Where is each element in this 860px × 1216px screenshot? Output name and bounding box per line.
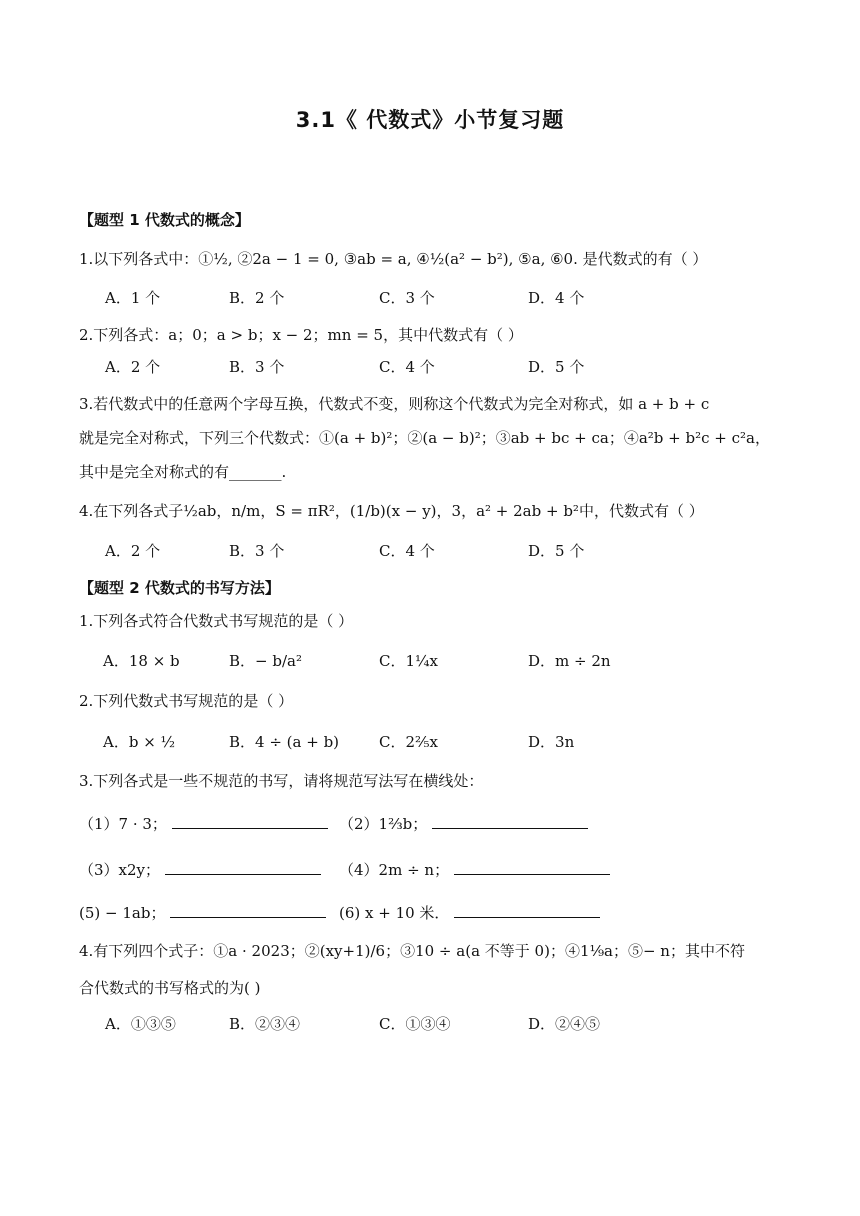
fill-item-6 bbox=[339, 902, 600, 924]
question-1-1: 1.以下列各式中：①½, ②2a − 1 = 0, ③ab = a, ④½(a² − b²), ⑤a, ⑥0. 是代数式的有（ ） bbox=[79, 250, 708, 268]
page-title: 3.1《 代数式》小节复习题 bbox=[295, 108, 565, 132]
question-2-2: 2.下列代数式书写规范的是（ ） bbox=[79, 692, 294, 710]
option-d: D．5 个 bbox=[528, 358, 585, 376]
answer-blank bbox=[454, 860, 610, 875]
option-b: B．3 个 bbox=[229, 358, 285, 376]
question-1-3-line2: 就是完全对称式，下列三个代数式：①(a + b)²；②(a − b)²；③ab + bc + ca；④a²b + b²c + c²a， bbox=[79, 429, 770, 447]
option-a: A．1 个 bbox=[105, 289, 161, 307]
option-a: A．2 个 bbox=[105, 358, 161, 376]
option-d: D．②④⑤ bbox=[528, 1015, 601, 1033]
answer-blank bbox=[165, 860, 321, 875]
fill-item-label: (6) x + 10 米． bbox=[339, 904, 450, 922]
option-d: D．3n bbox=[528, 733, 575, 751]
fill-item-4 bbox=[339, 859, 610, 881]
option-c: C．①③④ bbox=[379, 1015, 451, 1033]
section-heading-1: 【题型 1 代数式的概念】 bbox=[79, 211, 250, 229]
option-d: D．5 个 bbox=[528, 542, 585, 560]
option-a: A．①③⑤ bbox=[105, 1015, 176, 1033]
fill-item-label: （4）2m ÷ n； bbox=[339, 861, 450, 879]
answer-blank bbox=[170, 903, 326, 918]
option-b: B．2 个 bbox=[229, 289, 285, 307]
fill-item-1 bbox=[79, 813, 328, 835]
option-b: B．②③④ bbox=[229, 1015, 301, 1033]
answer-blank bbox=[454, 903, 600, 918]
option-d: D．4 个 bbox=[528, 289, 585, 307]
fill-item-2 bbox=[339, 813, 588, 835]
option-d: D．m ÷ 2n bbox=[528, 652, 611, 670]
fill-item-label: （1）7 · 3； bbox=[79, 815, 167, 833]
answer-blank bbox=[172, 814, 328, 829]
answer-blank bbox=[432, 814, 588, 829]
option-b: B．− b/a² bbox=[229, 652, 302, 670]
option-c: C．4 个 bbox=[379, 358, 435, 376]
fill-item-5 bbox=[79, 902, 326, 924]
option-b: B．3 个 bbox=[229, 542, 285, 560]
fill-item-3 bbox=[79, 859, 321, 881]
fill-item-label: (5) − 1ab； bbox=[79, 904, 166, 922]
question-2-4-line2: 合代数式的书写格式的为( ) bbox=[79, 979, 261, 997]
fill-item-label: （2）1⅔b； bbox=[339, 815, 428, 833]
fill-item-label: （3）x2y； bbox=[79, 861, 161, 879]
option-c: C．2⅖x bbox=[379, 733, 439, 751]
question-1-2: 2.下列各式：a；0；a > b；x − 2；mn = 5，其中代数式有（ ） bbox=[79, 326, 523, 344]
question-2-3: 3.下列各式是一些不规范的书写，请将规范写法写在横线处： bbox=[79, 772, 484, 790]
option-c: C．4 个 bbox=[379, 542, 435, 560]
option-a: A．2 个 bbox=[105, 542, 161, 560]
question-2-4-line1: 4.有下列四个式子：①a · 2023；②(xy+1)/6；③10 ÷ a(a 不等于 0)；④1⅑a；⑤− n；其中不符 bbox=[79, 942, 745, 960]
option-c: C．3 个 bbox=[379, 289, 435, 307]
option-a: A．18 × b bbox=[103, 652, 180, 670]
section-heading-2: 【题型 2 代数式的书写方法】 bbox=[79, 579, 280, 597]
option-b: B．4 ÷ (a + b) bbox=[229, 733, 340, 751]
question-1-3-line1: 3.若代数式中的任意两个字母互换，代数式不变，则称这个代数式为完全对称式，如 a + b + c bbox=[79, 395, 710, 413]
option-c: C．1¼x bbox=[379, 652, 439, 670]
option-a: A．b × ½ bbox=[103, 733, 176, 751]
question-2-1: 1.下列各式符合代数式书写规范的是（ ） bbox=[79, 612, 354, 630]
question-1-4: 4.在下列各式子½ab，n/m，S = πR²，(1/b)(x − y)，3，a² + 2ab + b²中，代数式有（ ） bbox=[79, 502, 704, 520]
question-1-3-line3: 其中是完全对称式的有_______. bbox=[79, 463, 287, 481]
